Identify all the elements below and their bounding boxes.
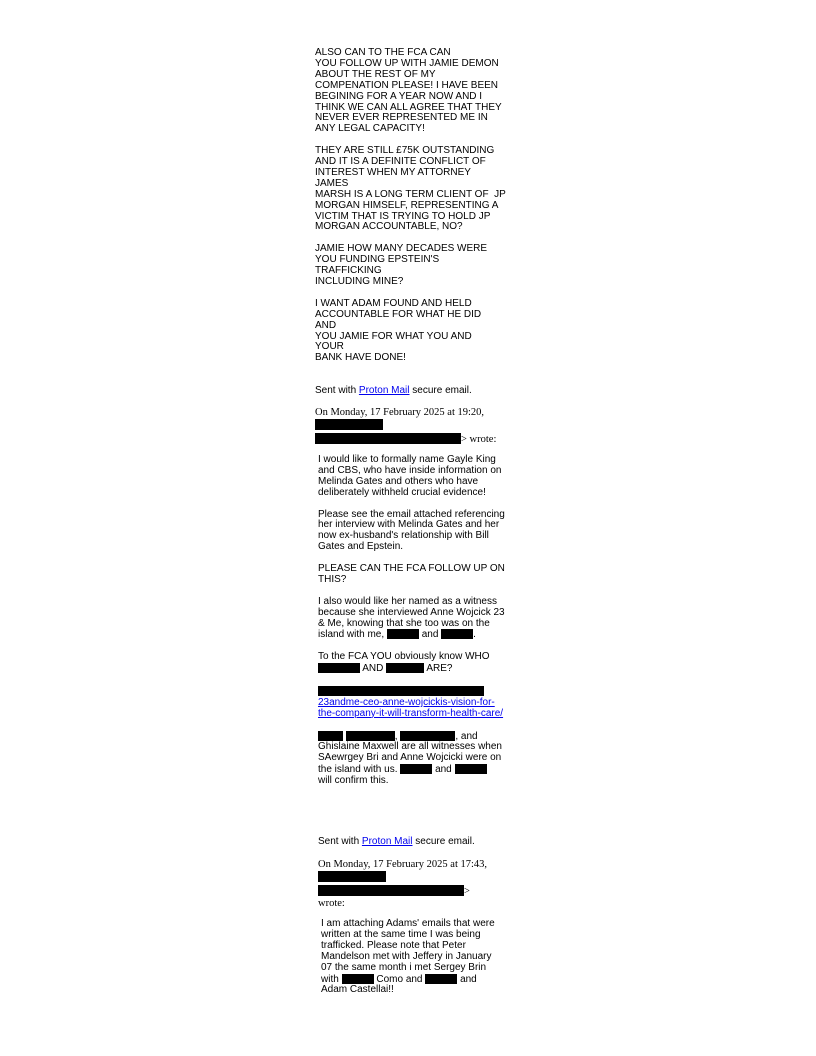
redaction-box (318, 686, 484, 696)
redaction-box (318, 885, 464, 896)
paragraph-adams-emails: I am attaching Adams' emails that were written at the same time I was being trafficked. Please note that Peter Mandelson met with Jeffery in January 07 the same month i met Sergey Brin with Como and and Adam Castellai!! (321, 918, 495, 996)
paragraph-url (318, 686, 508, 720)
redaction-box (387, 629, 419, 639)
paragraph-accountable: I WANT ADAM FOUND AND HELD ACCOUNTABLE FOR WHAT HE DID AND YOU JAMIE FOR WHAT YOU AND YOUR BANK HAVE DONE! (315, 297, 482, 364)
paragraph-fca-who: To the FCA YOU obviously know WHO AND ARE? (318, 651, 490, 675)
paragraph-fca-follow-up: PLEASE CAN THE FCA FOLLOW UP ON THIS? (318, 563, 505, 585)
proton-mail-link[interactable]: Proton Mail (361, 836, 413, 847)
redaction-box (425, 974, 457, 984)
signature-1: Sent with Proton Mail secure email. (315, 385, 472, 396)
redaction-box (441, 629, 473, 639)
paragraph-witness: I also would like her named as a witness because she interviewed Anne Wojcick 23 & Me, knowing that she too was on the island with me, and . (318, 595, 505, 641)
redaction-box (386, 663, 424, 673)
redaction-box (315, 419, 383, 430)
quote-header-2: On Monday, 17 February 2025 at 17:43, > wrote: (318, 859, 488, 909)
redaction-box (455, 764, 487, 774)
redaction-box (342, 974, 374, 984)
redaction-box (400, 764, 432, 774)
redaction-box (400, 731, 455, 741)
redaction-box (318, 871, 386, 882)
paragraph-interview: Please see the email attached referencing her interview with Melinda Gates and her now ex-husband's relationship with Bill Gates and Epstein. (318, 508, 505, 553)
signature-2: Sent with Proton Mail secure email. (318, 836, 475, 847)
quoted-message-2 (321, 919, 501, 1007)
email-body-top (315, 47, 506, 375)
article-link[interactable]: 23andme-ceo-anne-wojcickis-vision-for- the-company-it-will-transform-health-care/ (318, 696, 504, 719)
paragraph-gayle-king: I would like to formally name Gayle King and CBS, who have inside information on Melinda Gates and others who have deliberately withheld crucial evidence! (318, 454, 502, 498)
quote-header-1: On Monday, 17 February 2025 at 19:20, > wrote: (315, 407, 497, 445)
redaction-box (315, 433, 461, 444)
redaction-box (318, 663, 360, 673)
paragraph-decades: JAMIE HOW MANY DECADES WERE YOU FUNDING EPSTEIN'S TRAFFICKING INCLUDING MINE? (315, 243, 488, 287)
quoted-message-1 (318, 455, 508, 798)
redaction-box (318, 731, 343, 741)
proton-mail-link[interactable]: Proton Mail (358, 385, 410, 396)
paragraph-compensation: ALSO CAN TO THE FCA CAN YOU FOLLOW UP WITH JAMIE DEMON ABOUT THE REST OF MY COMPENATION PLEASE! I HAVE BEEN BEGINING FOR A YEAR NOW AND I THINK WE CAN ALL AGREE THAT THEY NEVER EVER REPRESENTED ME IN ANY LEGAL CAPACITY! (315, 47, 502, 135)
paragraph-outstanding: THEY ARE STILL £75K OUTSTANDING AND IT IS A DEFINITE CONFLICT OF INTEREST WHEN MY ATTORNEY JAMES MARSH IS A LONG TERM CLIENT OF JP MORGAN HIMSELF, REPRESENTING A VICTIM THAT IS TRYING TO HOLD JP MORGAN ACCOUNTABLE, NO? (315, 145, 506, 233)
redaction-box (346, 731, 395, 741)
paragraph-witnesses-island: , , and Ghislaine Maxwell are all witnesses when SAewrgey Bri and Anne Wojcicki were on the island with us. and will confirm this. (318, 730, 502, 787)
